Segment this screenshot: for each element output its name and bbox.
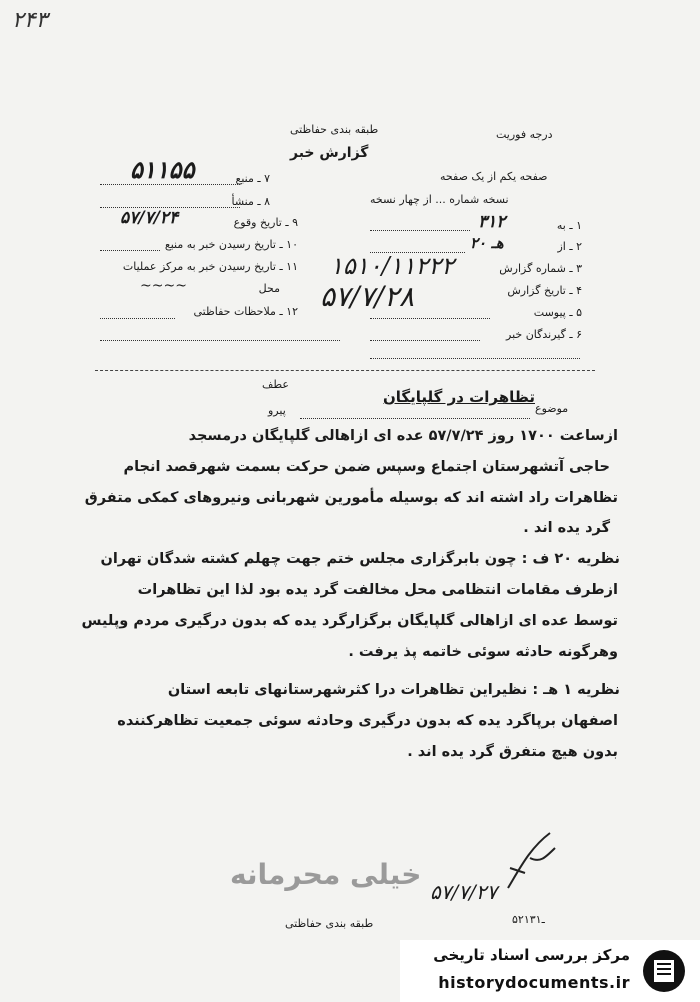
archive-logo: [400, 940, 700, 1002]
body-line: ازساعت ۱۷۰۰ روز ۵۷/۷/۲۴ عده ای ازاهالی گلپایگان درمسجد: [188, 428, 618, 444]
field-occurrence-date: ۹ ـ تاریخ وقوع: [233, 216, 298, 229]
body-line: نظریه ۲۰ ف : چون بابرگزاری مجلس ختم جهت چهلم کشته شدگان تهران: [100, 551, 620, 567]
page-info: صفحه یکم از یک صفحه: [440, 170, 548, 183]
report-title: گزارش خبر: [290, 145, 369, 161]
field-report-number: ۳ ـ شماره گزارش: [499, 262, 582, 275]
field-to-value: ۳۱۲: [478, 212, 506, 232]
body-line: گرد یده اند .: [523, 520, 610, 536]
field-location: محل: [258, 282, 280, 295]
field-security-notes: ۱۲ ـ ملاحظات حفاظتی: [193, 305, 298, 318]
field-to: ۱ ـ به: [556, 219, 582, 232]
field-received-source: ۱۰ ـ تاریخ رسیدن خبر به منبع: [164, 238, 298, 251]
signature-date: ۵۷/۷/۲۷: [430, 880, 498, 904]
body-line: بدون هیچ متفرق گرد یده اند .: [407, 744, 618, 760]
body-line: نظریه ۱ هـ : نظیراین تظاهرات درا کثرشهرستانهای تابعه استان: [167, 682, 620, 698]
body-line: اصفهان برپاگرد یده که بدون درگیری وحادثه سوئی جمعیت تظاهرکننده: [117, 713, 618, 729]
field-from-value: ۲۰ هـ: [470, 234, 504, 252]
field-location-marks: ~~~~: [140, 278, 187, 294]
field-attachment: ۵ ـ پیوست: [533, 306, 582, 319]
peyro-label: پیرو: [268, 404, 286, 417]
signature-scribble: [500, 828, 570, 898]
field-source-value: ۵۱۱۵۵: [130, 155, 195, 184]
field-report-date-value: ۵۷/۷/۲۸: [320, 280, 415, 313]
handwritten-page-number: ۲۴۳: [12, 8, 48, 33]
body-line: وهرگونه حادثه سوئی خاتمه پذ یرفت .: [348, 644, 618, 660]
body-line: حاجی آتشهرستان اجتماع وسپس ضمن حرکت بسمت شهرقصد انجام: [123, 459, 610, 475]
field-report-number-value: ۱۵۱۰/۱۱۲۲۲: [330, 252, 455, 280]
field-origin: ۸ ـ منشأ: [231, 195, 270, 208]
field-source: ۷ ـ منبع: [235, 172, 270, 185]
priority-label: درجه فوریت: [496, 128, 553, 141]
body-line: تظاهرات راد اشته اند که بوسیله مأمورین شهربانی ونیروهای کمکی متفرق: [84, 490, 618, 506]
classification-top: طبقه بندی حفاظتی: [290, 123, 379, 136]
archive-emblem-icon: [640, 948, 688, 994]
classification-bottom: طبقه بندی حفاظتی: [285, 917, 374, 930]
subject-label: موضوع: [535, 402, 569, 415]
copy-info: نسخه شماره ... از چهار نسخه: [370, 193, 509, 206]
footer-code: ۵۲ـ۱۳۱: [512, 913, 545, 926]
confidential-stamp: خیلی محرمانه: [230, 858, 422, 891]
body-line: توسط عده ای ازاهالی گلپایگان برگزارگرد یده که بدون درگیری مردم وپلیس: [81, 613, 618, 629]
field-recipients: ۶ ـ گیرندگان خبر: [506, 328, 582, 341]
field-occurrence-date-value: ۵۷/۷/۲۴: [120, 208, 179, 228]
atf-label: عطف: [262, 378, 289, 391]
field-received-ops: ۱۱ ـ تاریخ رسیدن خبر به مرکز عملیات: [122, 260, 298, 273]
subject-title: تظاهرات در گلپایگان: [383, 388, 535, 406]
field-report-date: ۴ ـ تاریخ گزارش: [507, 284, 582, 297]
body-line: ازطرف مقامات انتظامی محل مخالفت گرد یده بود لذا این تظاهرات: [137, 582, 618, 598]
logo-text-fa: مرکز بررسی اسناد تاریخی: [433, 946, 630, 964]
logo-text-url: historydocuments.ir: [438, 973, 630, 992]
field-from: ۲ ـ از: [557, 240, 582, 253]
